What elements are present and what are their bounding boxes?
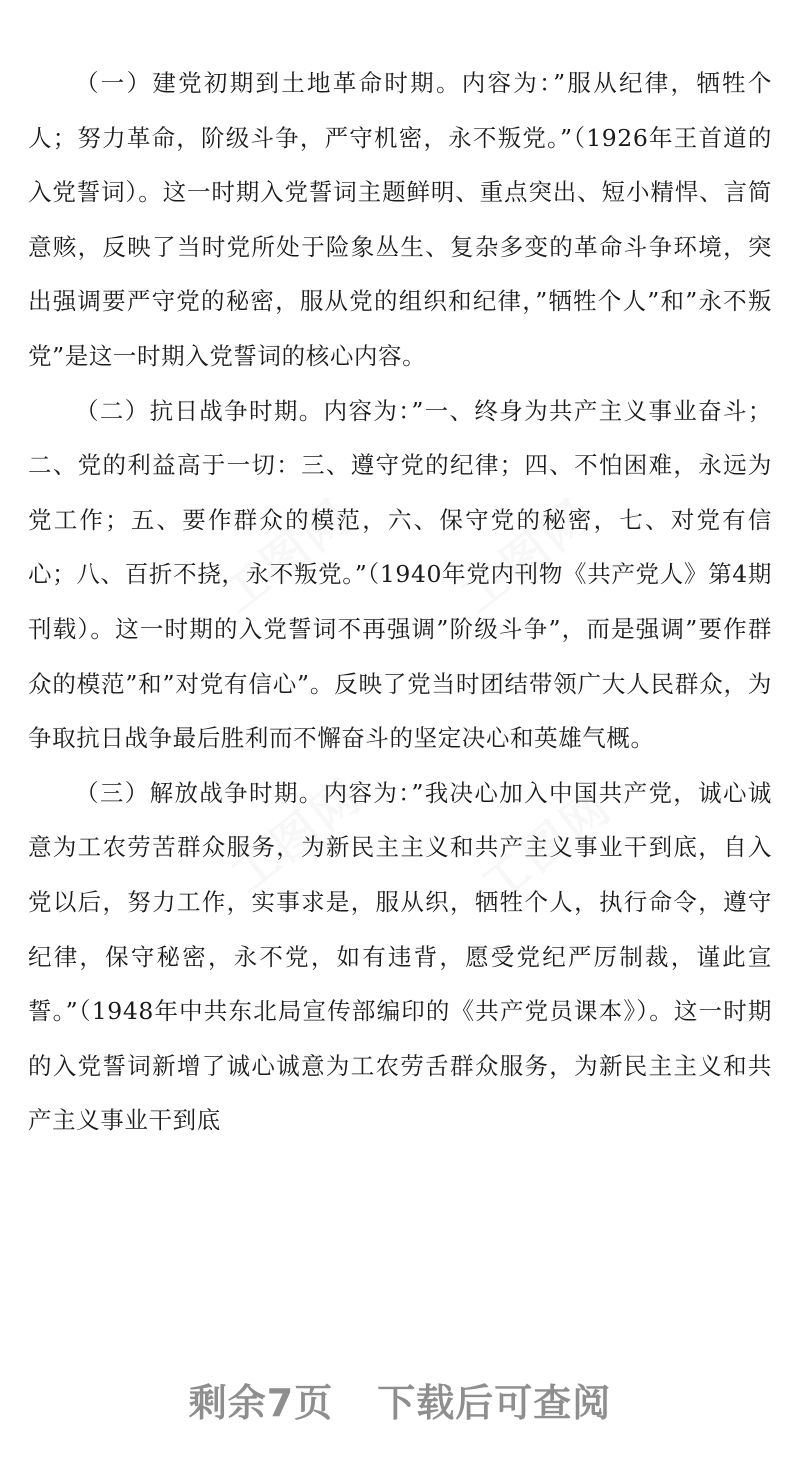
watermark-logo: 工图网 — [211, 487, 363, 623]
watermark-logo: 工图网 — [471, 777, 623, 913]
watermark-logo: 工图网 — [221, 767, 373, 903]
paragraph-founding-period: （一）建党初期到土地革命时期。内容为：”服从纪律，牺牲个人；努力革命，阶级斗争，严守机密，永不叛党。”（1926年王首道的入党誓词）。这一时期入党誓词主题鲜明、重点突出、短小精悍、言简意赅，反映了当时党所处于险象丛生、复杂多变的革命斗争环境，突出强调要严守党的秘密，服从党的组织和纪律，”牺牲个人”和”永不叛党”是这一时期入党誓词的核心内容。 — [28, 69, 772, 370]
download-prompt-banner[interactable] — [0, 1372, 800, 1427]
paragraph-liberation-war-period: （三）解放战争时期。内容为：”我决心加入中国共产党，诚心诚意为工农劳苦群众服务，为新民主主义和共产主义事业干到底，自入党以后，努力工作，实事求是，服从织，牺牲个人，执行命令，遵守纪律，保守秘密，永不党，如有违背，愿受党纪严厉制裁，谨此宣誓。”（1948年中共东北局宣传部编印的《共产党员课本》）。这一时期的入党誓词新增了诚心诚意为工农劳舌群众服务，为新民主主义和共产主义事业干到底 — [28, 778, 772, 1135]
watermark-logo: 工图网 — [451, 487, 603, 623]
download-hint-label: 下载后可查阅 — [377, 1381, 612, 1425]
remaining-pages-label: 剩余7页 — [188, 1381, 334, 1425]
paragraph-anti-japanese-war-period: （二）抗日战争时期。内容为：”一、终身为共产主义事业奋斗；二、党的利益高于一切：三、遵守党的纪律；四、不怕困难，永远为党工作；五、要作群众的模范，六、保守党的秘密，七、对党有信心；八、百折不挠，永不叛党。”（1940年党内刊物《共产党人》第4期刊载）。这一时期的入党誓词不再强调”阶级斗争”，而是强调”要作群众的模范”和”对党有信心”。反映了党当时团结带领广大人民群众，为争取抗日战争最后胜利而不懈奋斗的坚定决心和英雄气概。 — [28, 396, 772, 753]
document-body — [28, 56, 772, 1148]
